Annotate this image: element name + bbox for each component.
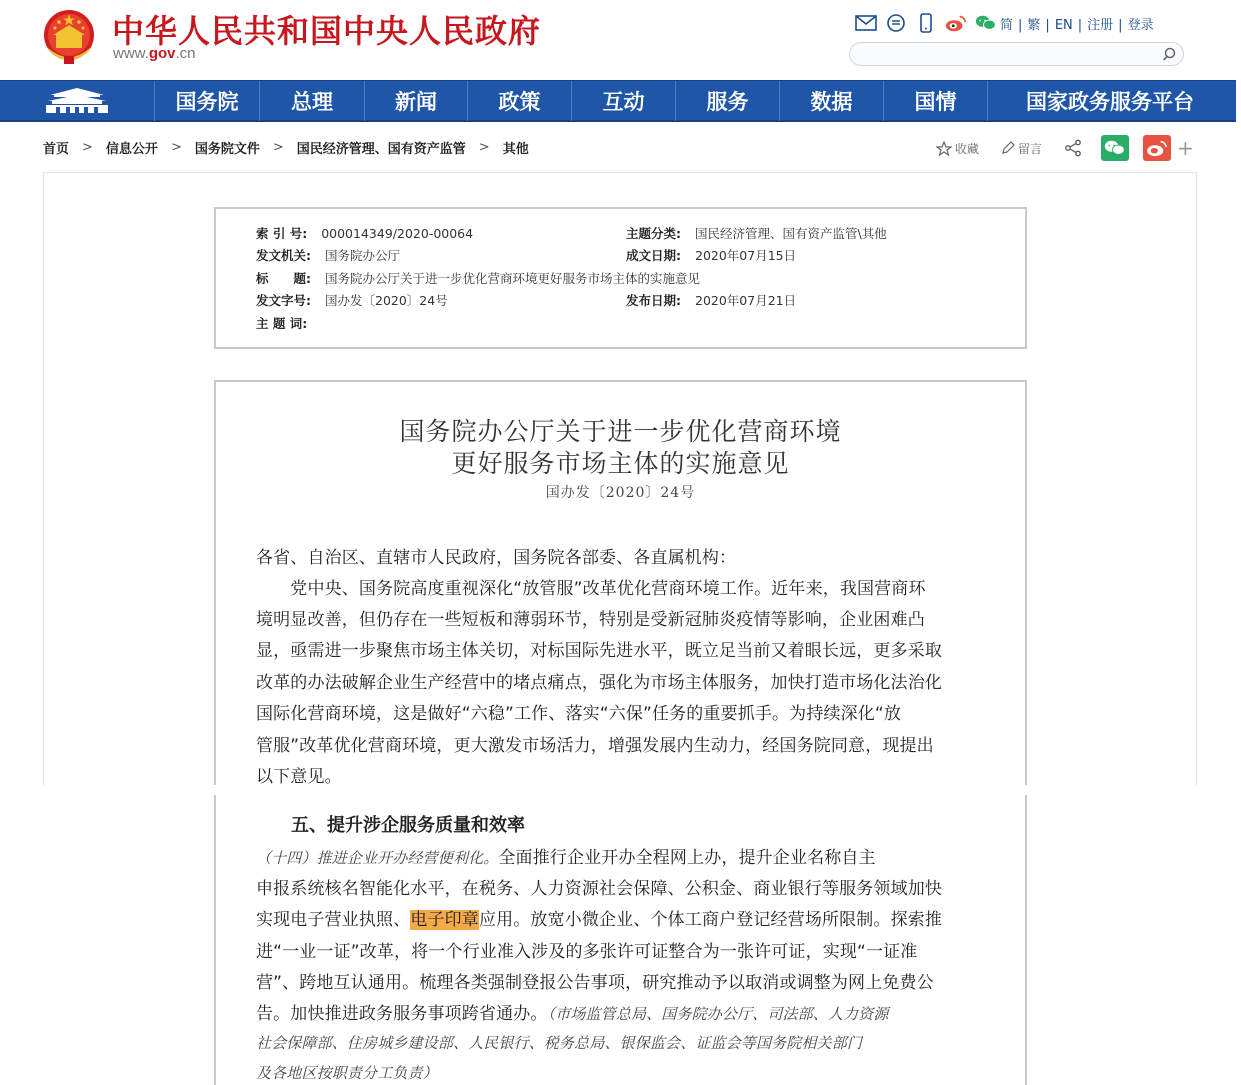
nav-policy[interactable]: 政策 [468,81,572,121]
share-bar [936,134,1194,162]
section-line-text: 实现电子营业执照、 [256,910,411,930]
search-icon[interactable] [1161,46,1177,62]
url-prefix: www. [113,45,149,62]
search-box [849,42,1184,66]
meta-category-value: 国民经济管理、国有资产监管\其他 [695,226,887,241]
chevron-right-icon: > [170,140,182,155]
breadcrumb-info-disclosure[interactable]: 信息公开 [105,142,158,157]
nav-home[interactable] [0,81,155,121]
section-line: 营”、跨地互认通用。梳理各类强制登报公告事项，研究推动予以取消或调整为网上免费公 [256,973,934,993]
site-header [0,0,1241,80]
more-share-button[interactable]: + [1177,136,1194,160]
message-icon[interactable] [885,13,907,33]
body-line: 显，亟需进一步聚焦市场主体关切，对标国际先进水平，既立足当前又着眼长远，更多采取 [256,641,942,661]
section-line-text: 告。加快推进政务服务事项跨省通办。 [256,1004,548,1024]
wechat-share-button[interactable] [1101,135,1129,161]
meta-keywords-label: 主 题 词: [256,316,308,331]
chevron-right-icon: > [478,140,490,155]
comment-label: 留言 [1018,141,1043,156]
meta-created-label: 成文日期: [626,248,681,263]
nav-national-info[interactable]: 国情 [884,81,988,121]
login-link[interactable]: 登录 [1127,18,1154,33]
share-icon [1064,139,1082,157]
meta-index [256,224,473,242]
main-nav [0,80,1236,122]
section-item-label: （十四）推进企业开办经营便利化。 [256,849,499,867]
english-link[interactable]: EN [1054,18,1073,33]
site-title[interactable]: 中华人民共和国中央人民政府 [112,12,542,50]
site-url[interactable] [113,45,196,62]
nav-data[interactable]: 数据 [780,81,884,121]
meta-category [626,224,887,242]
section-line-text: 全面推行企业开办全程网上办，提升企业名称自主 [498,848,876,868]
section-line [256,843,876,868]
url-suffix: .cn [175,45,196,62]
breadcrumb [43,138,529,157]
breadcrumb-home[interactable]: 首页 [43,142,70,157]
simplified-link[interactable]: 简 [1000,18,1014,33]
body-line: 以下意见。 [256,767,342,787]
chevron-right-icon: > [272,140,284,155]
traditional-link[interactable]: 繁 [1027,18,1041,33]
nav-premier[interactable]: 总理 [260,81,365,121]
document-title-line2: 更好服务市场主体的实施意见 [451,449,790,478]
nav-state-council[interactable]: 国务院 [155,81,260,121]
meta-index-value: 000014349/2020-00064 [321,226,474,241]
breadcrumb-economy[interactable]: 国民经济管理、国有资产监管 [296,142,466,157]
section-line [256,905,942,930]
top-tools [855,12,997,34]
separator: | [1077,18,1083,33]
responsible-depts-note: （市场监管总局、国务院办公厅、司法部、人力资源 [547,1005,889,1023]
favorite-button[interactable] [936,140,979,157]
document-title-line1: 国务院办公厅关于进一步优化营商环境 [399,417,842,446]
national-emblem-icon[interactable] [42,8,96,66]
meta-published-label: 发布日期: [626,293,681,308]
lang-links [1000,14,1154,33]
meta-created [626,246,796,264]
tiananmen-icon [42,86,112,116]
meta-published-value: 2020年07月21日 [695,293,797,308]
share-button[interactable] [1064,139,1085,157]
separator: | [1118,18,1123,33]
body-line: 党中央、国务院高度重视深化“放管服”改革优化营商环境工作。近年来，我国营商环 [256,579,926,599]
responsible-depts-note: 及各地区按职责分工负责） [256,1064,438,1082]
meta-published [626,291,796,309]
meta-title [256,269,700,287]
star-icon [936,141,952,156]
meta-doc-no-label: 发文字号: [256,293,311,308]
nav-news[interactable]: 新闻 [365,81,468,121]
wechat-icon [1104,139,1126,157]
salutation: 各省、自治区、直辖市人民政府，国务院各部委、各直属机构： [256,548,737,568]
weibo-icon[interactable] [945,13,967,33]
breadcrumb-other[interactable]: 其他 [502,142,529,157]
document-number: 国办发〔2020〕24号 [545,485,696,501]
breadcrumb-state-council-docs[interactable]: 国务院文件 [194,142,260,157]
meta-category-label: 主题分类: [626,226,681,241]
meta-title-value: 国务院办公厅关于进一步优化营商环境更好服务市场主体的实施意见 [325,271,701,286]
comment-button[interactable] [1001,140,1042,157]
nav-interaction[interactable]: 互动 [572,81,676,121]
meta-index-label: 索 引 号: [256,226,308,241]
search-input[interactable] [862,45,1152,63]
mail-icon[interactable] [855,13,877,33]
mobile-icon[interactable] [915,13,937,33]
register-link[interactable]: 注册 [1087,18,1114,33]
meta-keywords [256,314,307,332]
meta-doc-no-value: 国办发〔2020〕24号 [325,293,448,308]
meta-issuer-label: 发文机关: [256,248,311,263]
meta-doc-no [256,291,448,309]
separator: | [1018,18,1023,33]
section-heading: 五、提升涉企服务质量和效率 [291,815,525,836]
favorite-label: 收藏 [955,141,980,156]
chevron-right-icon: > [82,140,93,155]
meta-issuer-value: 国务院办公厅 [325,248,401,263]
body-line: 国际化营商环境，这是做好“六稳”工作、落实“六保”任务的重要抓手。为持续深化“放 [256,704,902,724]
section-line [256,999,889,1024]
section-line: 进“一业一证”改革，将一个行业准入涉及的多张许可证整合为一张许可证，实现“一证准 [256,942,918,962]
body-line: 管服”改革优化营商环境，更大激发市场活力，增强发展内生动力，经国务院同意，现提出 [256,736,934,756]
pencil-icon [1001,141,1015,155]
weibo-icon [1146,139,1168,157]
responsible-depts-note: 社会保障部、住房城乡建设部、人民银行、税务总局、银保监会、证监会等国务院相关部门 [256,1034,863,1052]
wechat-icon[interactable] [975,13,997,33]
nav-service[interactable]: 服务 [676,81,780,121]
nav-gov-service-platform[interactable]: 国家政务服务平台 [1026,90,1194,114]
meta-issuer [256,246,400,264]
url-brand: gov [148,45,176,62]
highlighted-term: 电子印章 [410,910,479,930]
section-line-text: 应用。放宽小微企业、个体工商户登记经营场所限制。探索推 [478,910,943,930]
section-line: 申报系统核名智能化水平，在税务、人力资源社会保障、公积金、商业银行等服务领域加快 [256,879,942,899]
meta-created-value: 2020年07月15日 [695,248,797,263]
weibo-share-button[interactable] [1143,135,1171,161]
meta-title-label: 标 题: [256,271,311,286]
body-line: 改革的办法破解企业生产经营中的堵点痛点，强化为市场主体服务，加快打造市场化法治化 [256,673,942,693]
separator: | [1045,18,1050,33]
body-line: 境明显改善，但仍存在一些短板和薄弱环节，特别是受新冠肺炎疫情等影响，企业困难凸 [256,610,925,630]
